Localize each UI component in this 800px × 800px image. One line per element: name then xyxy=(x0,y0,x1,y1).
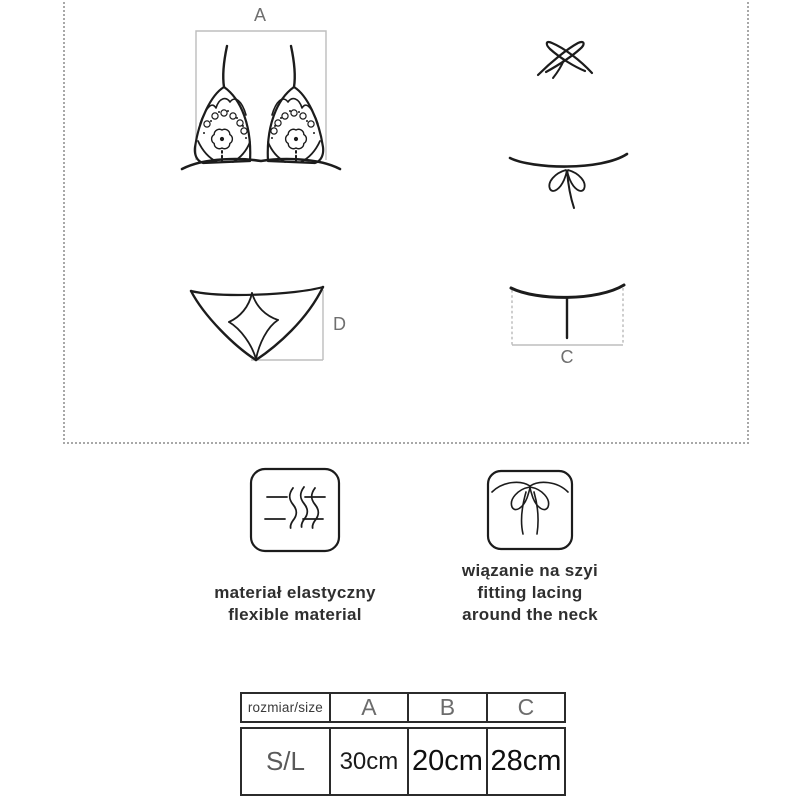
size-table-header xyxy=(240,692,566,723)
size-table-value-b: 20cm xyxy=(407,729,486,794)
measurement-bracket-d xyxy=(251,290,323,360)
size-table-column-b: B xyxy=(407,694,486,721)
strap-right xyxy=(291,46,295,87)
size-table-column-a: A xyxy=(329,694,407,721)
wave-lines-icon xyxy=(251,469,339,551)
caption-line: fitting lacing xyxy=(477,583,583,602)
cup-left xyxy=(195,87,250,163)
caption-line: materiał elastyczny xyxy=(214,583,376,602)
caption-line: flexible material xyxy=(228,605,362,624)
cup-right xyxy=(268,87,323,163)
measurement-label-a: A xyxy=(253,5,267,25)
caption-line: wiązanie na szyi xyxy=(461,561,599,580)
neck-lacing-icon xyxy=(488,471,572,549)
neck-tie-drawing xyxy=(538,42,592,78)
measurement-label-c: C xyxy=(560,347,574,367)
flexible-material-caption xyxy=(175,582,415,626)
back-bottom-strap-drawing xyxy=(511,285,624,367)
strap-left xyxy=(223,46,227,87)
bikini-top-drawing xyxy=(182,5,340,169)
back-neck-strap-drawing xyxy=(510,154,627,208)
size-table-row xyxy=(240,727,566,796)
underband-line xyxy=(182,159,340,169)
measurement-label-d: D xyxy=(333,314,346,334)
caption-line: around the neck xyxy=(462,605,598,624)
size-table-header-label: rozmiar/size xyxy=(247,700,324,715)
size-table-column-c: C xyxy=(486,694,564,721)
size-table-size-cell: S/L xyxy=(265,746,305,776)
neck-lacing-caption xyxy=(410,560,650,626)
size-table-value-c: 28cm xyxy=(486,729,564,794)
size-table-value-a: 30cm xyxy=(329,729,407,794)
panties-drawing xyxy=(191,287,346,360)
